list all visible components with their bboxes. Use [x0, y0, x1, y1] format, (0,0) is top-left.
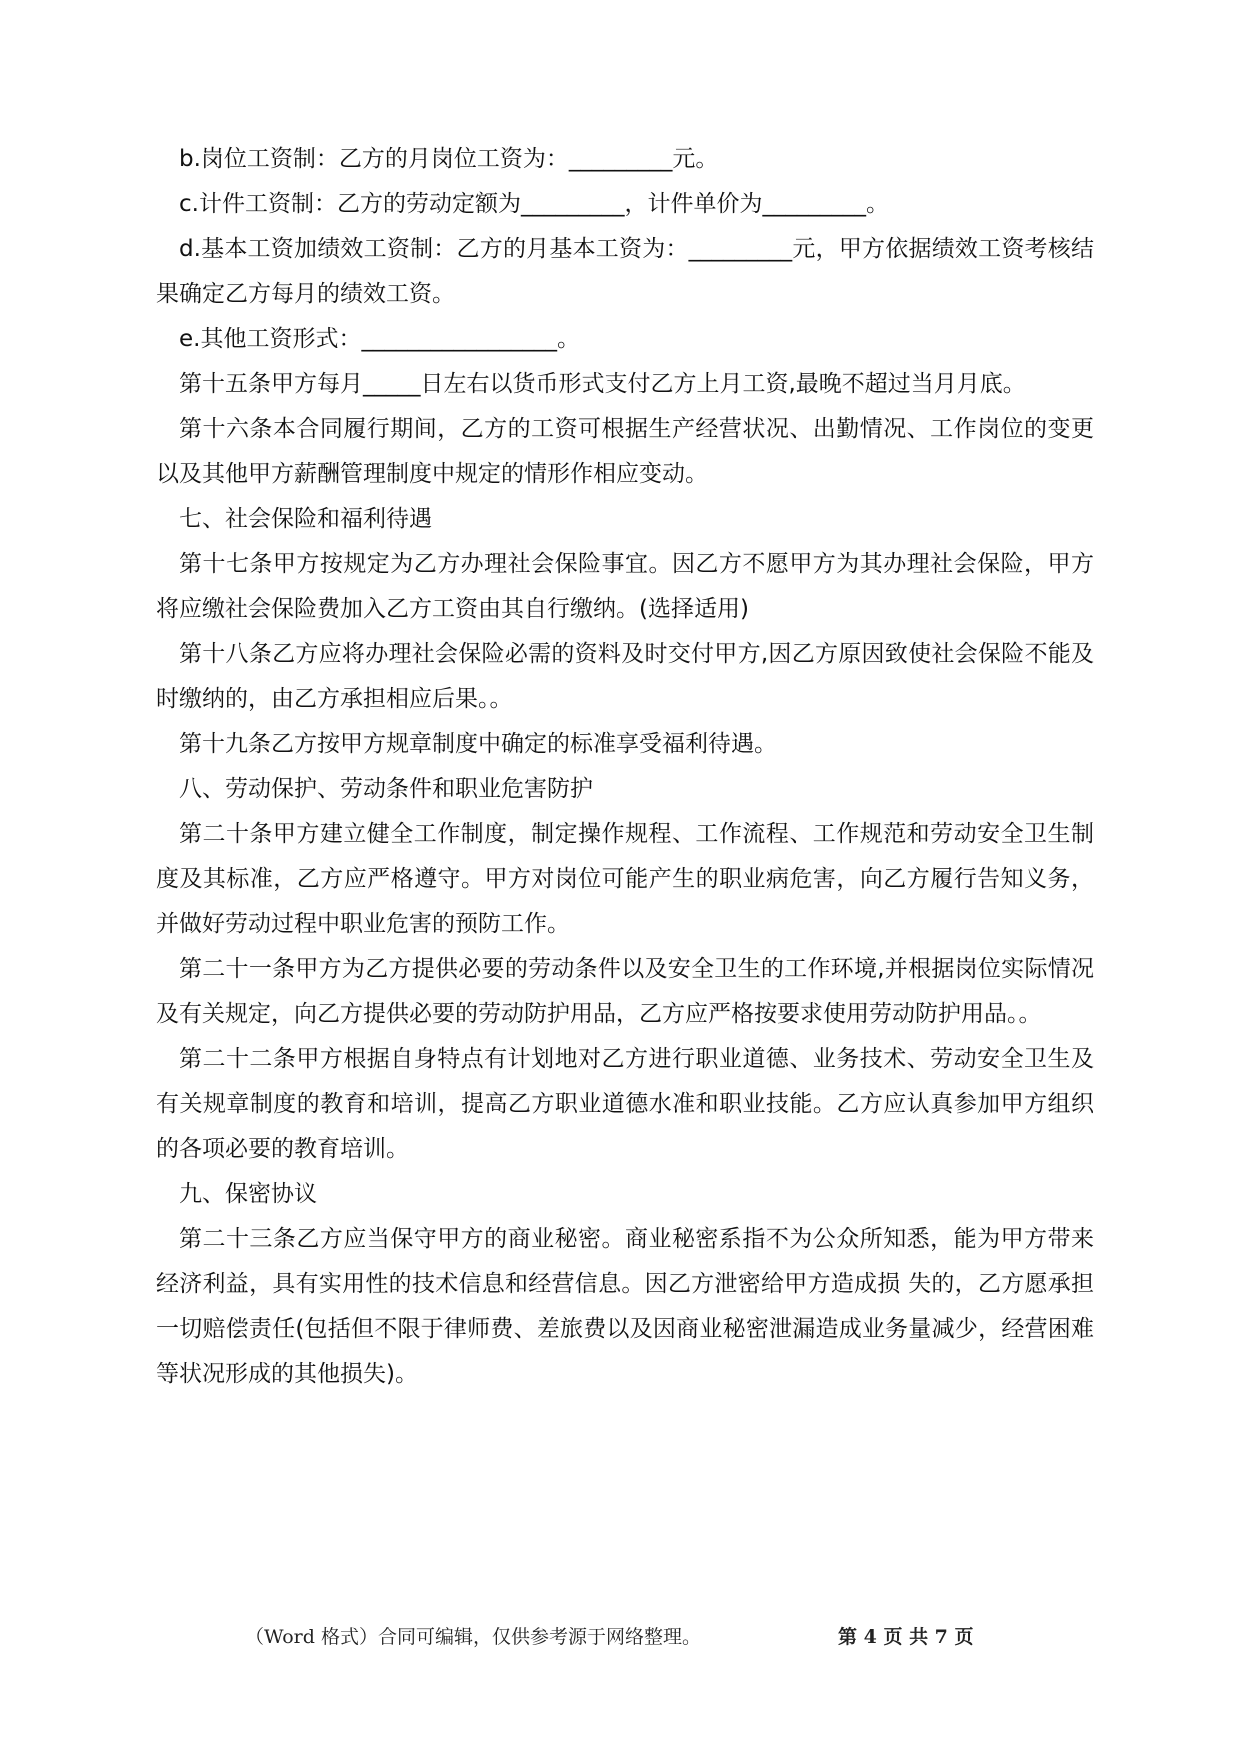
article-20: 第二十条甲方建立健全工作制度，制定操作规程、工作流程、工作规范和劳动安全卫生制度及其标准，乙方应严格遵守。甲方对岗位可能产生的职业病危害，向乙方履行告知义务，并做好劳动过程中职业危害的预防工作。 [156, 821, 1094, 937]
article-16: 第十六条本合同履行期间，乙方的工资可根据生产经营状况、出勤情况、工作岗位的变更以及其他甲方薪酬管理制度中规定的情形作相应变动。 [156, 416, 1094, 487]
article-18: 第十八条乙方应将办理社会保险必需的资料及时交付甲方,因乙方原因致使社会保险不能及时缴纳的，由乙方承担相应后果。。 [156, 641, 1094, 712]
page-counter: 第 4 页 共 7 页 [838, 1626, 974, 1648]
article-22: 第二十二条甲方根据自身特点有计划地对乙方进行职业道德、业务技术、劳动安全卫生及有关规章制度的教育和培训，提高乙方职业道德水准和职业技能。乙方应认真参加甲方组织的各项必要的教育培训。 [156, 1046, 1094, 1162]
footer-note: （Word 格式）合同可编辑，仅供参考源于网络整理。 [245, 1626, 701, 1648]
section-heading-9: 九、保密协议 [179, 1181, 317, 1207]
section-heading-8: 八、劳动保护、劳动条件和职业危害防护 [179, 776, 593, 802]
article-17: 第十七条甲方按规定为乙方办理社会保险事宜。因乙方不愿甲方为其办理社会保险，甲方将应缴社会保险费加入乙方工资由其自行缴纳。(选择适用) [156, 551, 1094, 622]
paragraph-wage-c: c.计件工资制：乙方的劳动定额为_________，计件单价为_________。 [179, 191, 889, 217]
paragraph-wage-b: b.岗位工资制：乙方的月岗位工资为：_________元。 [179, 146, 719, 172]
document-body [156, 137, 1094, 1397]
page-footer [0, 1622, 1241, 1652]
article-21: 第二十一条甲方为乙方提供必要的劳动条件以及安全卫生的工作环境,并根据岗位实际情况及有关规定，向乙方提供必要的劳动防护用品，乙方应严格按要求使用劳动防护用品。。 [156, 956, 1094, 1027]
article-19: 第十九条乙方按甲方规章制度中确定的标准享受福利待遇。 [179, 731, 777, 757]
paragraph-wage-e: e.其他工资形式：_________________。 [179, 326, 580, 352]
article-23: 第二十三条乙方应当保守甲方的商业秘密。商业秘密系指不为公众所知悉，能为甲方带来经济利益，具有实用性的技术信息和经营信息。因乙方泄密给甲方造成损 失的，乙方愿承担一切赔偿责任(包括但不限于律师费、差旅费以及因商业秘密泄漏造成业务量减少，经营困难等状况形成的其他损失)。 [156, 1226, 1094, 1387]
article-15: 第十五条甲方每月_____日左右以货币形式支付乙方上月工资,最晚不超过当月月底。 [179, 371, 1026, 397]
section-heading-7: 七、社会保险和福利待遇 [179, 506, 432, 532]
paragraph-wage-d: d.基本工资加绩效工资制：乙方的月基本工资为：_________元，甲方依据绩效工资考核结果确定乙方每月的绩效工资。 [156, 236, 1094, 307]
